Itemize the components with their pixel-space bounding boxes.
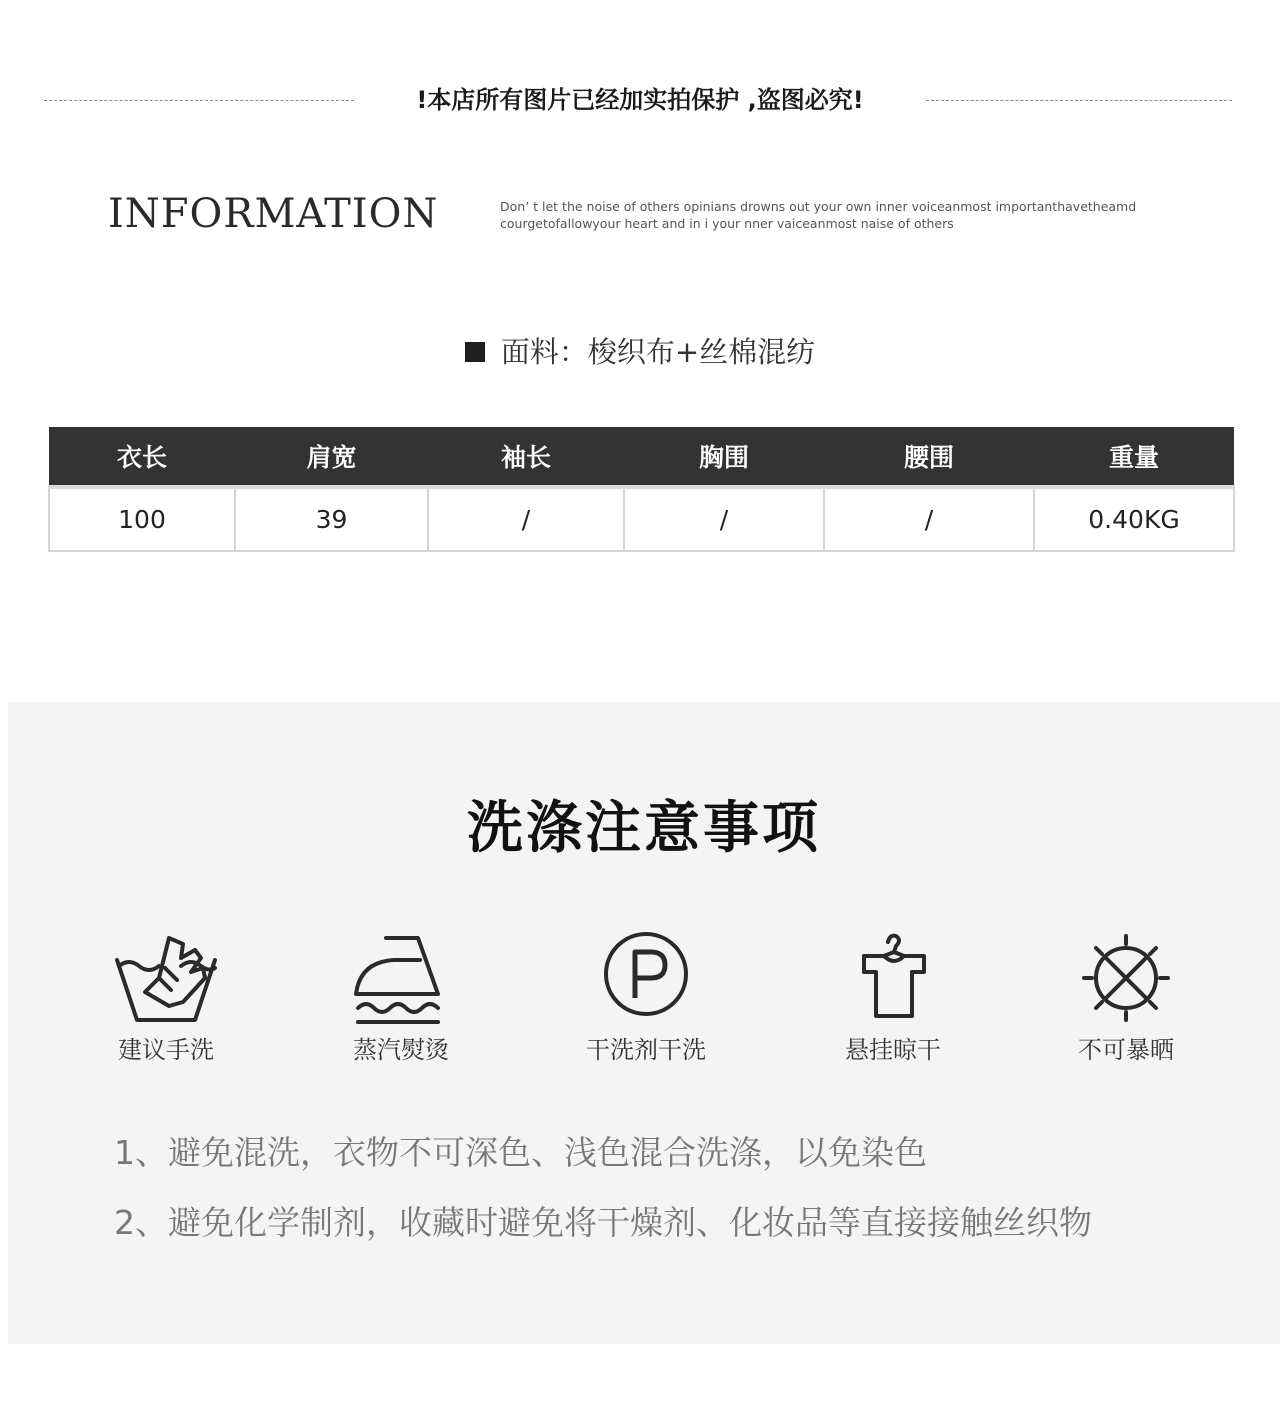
information-heading: INFORMATION [108,191,439,237]
value-sleeve: / [428,487,624,551]
fabric-row [0,330,1280,374]
information-subtitle-line-1: Don’ t let the noise of others opinians drowns out your own inner voiceanmost importanthavetheamd [500,199,1137,214]
header-waist: 腰围 [824,427,1034,487]
size-table [48,427,1235,552]
care-label-hang-dry: 悬挂晾干 [845,1036,941,1064]
care-label-steam-iron: 蒸汽熨烫 [353,1036,449,1064]
header-length: 衣长 [49,427,235,487]
hang-dry-icon [838,932,948,1028]
care-note-2: 2、避免化学制剂，收藏时避免将干燥剂、化妆品等直接接触丝织物 [114,1203,1092,1242]
hand-wash-icon [111,932,221,1028]
care-item-dry-clean [561,932,731,1066]
care-item-hang-dry [808,932,978,1066]
size-table-header-row [49,427,1234,487]
care-label-dry-clean: 干洗剂干洗 [586,1036,706,1064]
fabric-text: 面料：梭织布+丝棉混纺 [500,335,816,369]
value-weight: 0.40KG [1034,487,1234,551]
copyright-notice-row [0,78,1280,122]
value-chest: / [624,487,824,551]
information-subtitle [500,198,1200,232]
care-item-steam-iron [316,932,486,1066]
no-sun-icon [1071,932,1181,1028]
dry-clean-p-icon [591,932,701,1028]
size-table-row [49,487,1234,551]
care-title: 洗涤注意事项 [467,796,821,861]
dashed-divider-left [44,100,354,101]
steam-iron-icon [346,932,456,1028]
square-bullet-icon [465,342,485,362]
information-subtitle-line-2: courgetofallowyour heart and in i your nner vaiceanmost naise of others [500,216,954,231]
care-instructions-panel [8,702,1280,1344]
copyright-notice: !本店所有图片已经加实拍保护 ,盗图必究! [416,86,864,114]
value-shoulder: 39 [235,487,428,551]
care-item-no-sun [1041,932,1211,1066]
value-waist: / [824,487,1034,551]
care-item-hand-wash [81,932,251,1066]
care-note-1: 1、避免混洗，衣物不可深色、浅色混合洗涤，以免染色 [114,1133,927,1172]
header-chest: 胸围 [624,427,824,487]
care-label-hand-wash: 建议手洗 [118,1036,214,1064]
header-shoulder: 肩宽 [235,427,428,487]
dashed-divider-right [926,100,1232,101]
header-weight: 重量 [1034,427,1234,487]
header-sleeve: 袖长 [428,427,624,487]
care-label-no-sun: 不可暴晒 [1078,1036,1174,1064]
value-length: 100 [49,487,235,551]
